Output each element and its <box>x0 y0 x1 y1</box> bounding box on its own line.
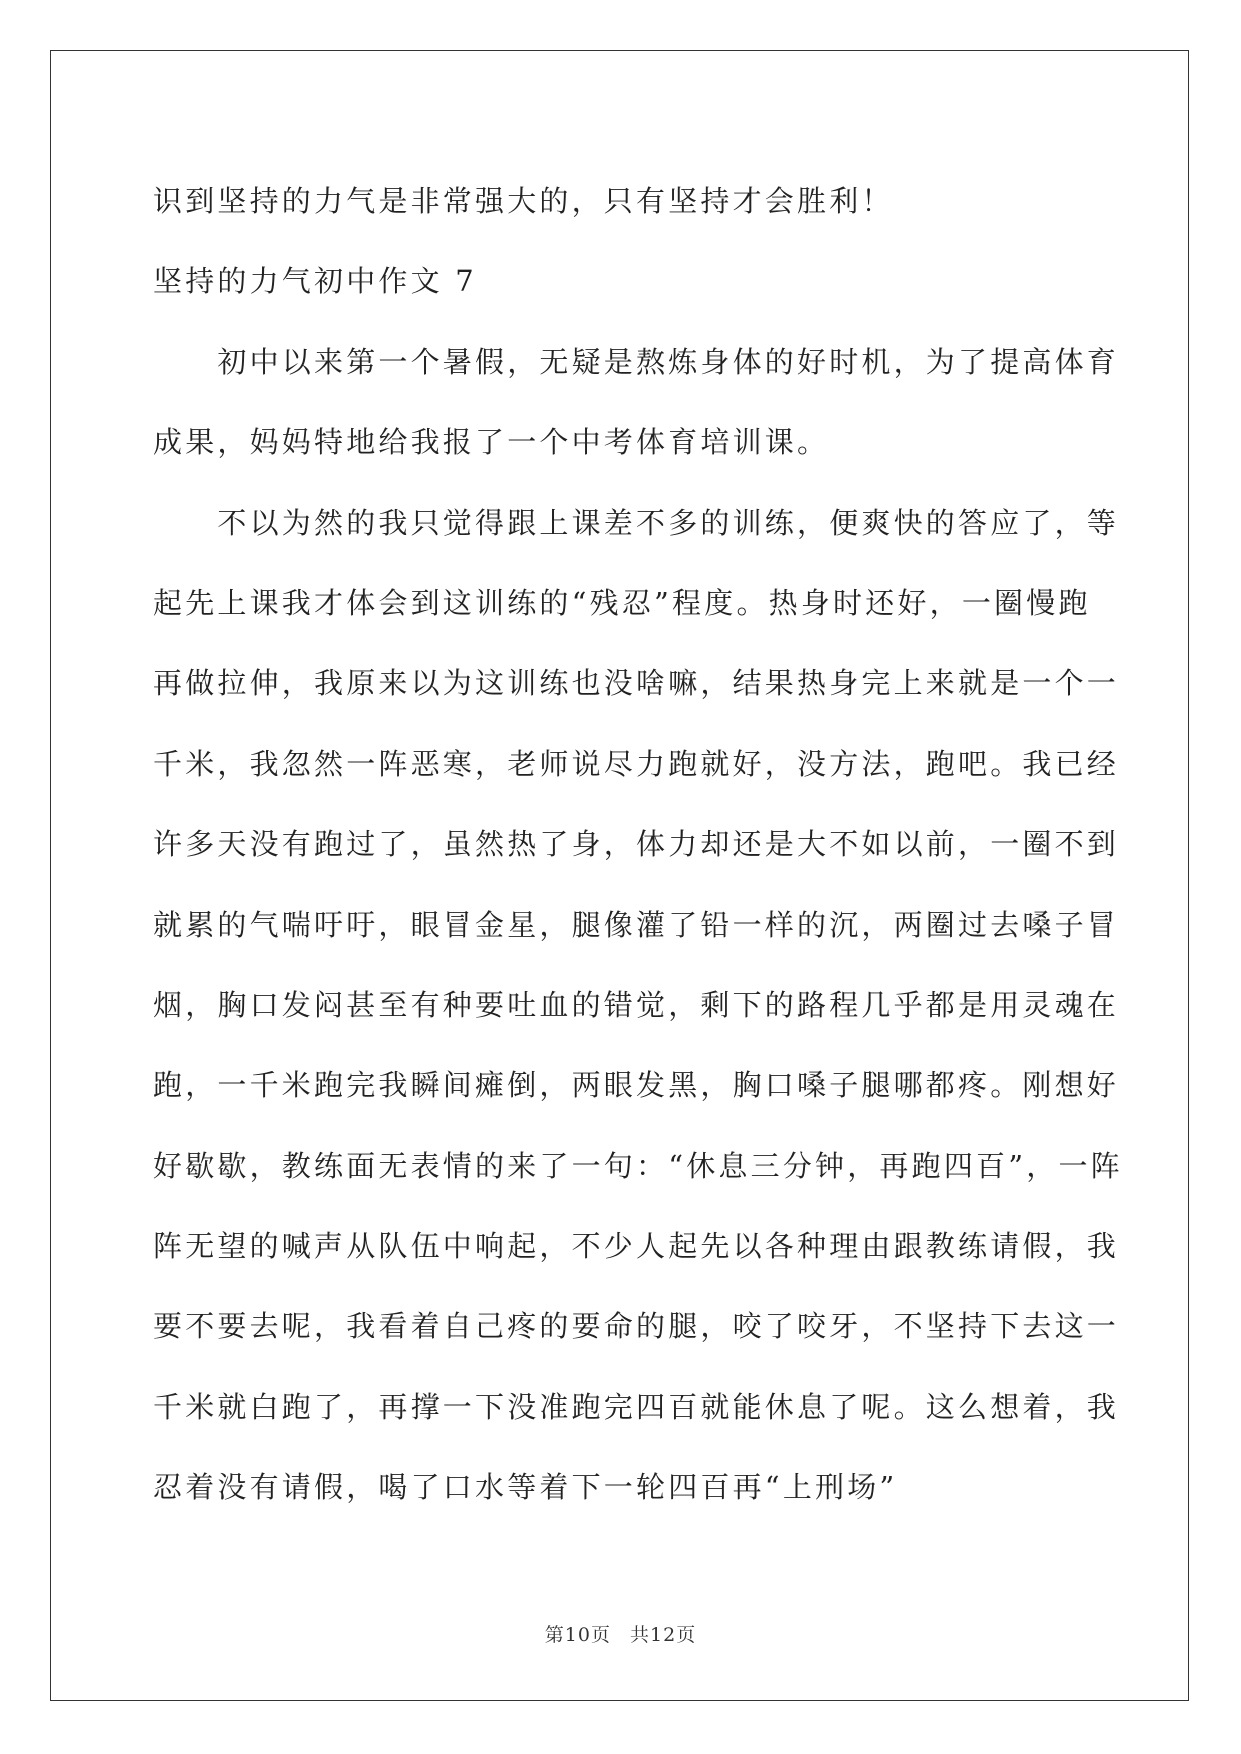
text-line: 跑，一千米跑完我瞬间瘫倒，两眼发黑，胸口嗓子腿哪都疼。刚想好 <box>153 1068 1120 1103</box>
text-line: 千米，我忽然一阵恶寒，老师说尽力跑就好，没方法，跑吧。我已经 <box>153 746 1120 781</box>
text-line: 阵无望的喊声从队伍中响起，不少人起先以各种理由跟教练请假，我 <box>153 1229 1120 1264</box>
text-line: 成果，妈妈特地给我报了一个中考体育培训课。 <box>153 425 830 460</box>
text-line: 再做拉伸，我原来以为这训练也没啥嘛，结果热身完上来就是一个一 <box>153 666 1120 701</box>
text-line: 忍着没有请假，喝了口水等着下一轮四百再“上刑场” <box>153 1470 898 1505</box>
page-number: 第10页 <box>544 1624 611 1646</box>
text-line: 识到坚持的力气是非常强大的，只有坚持才会胜利！ <box>153 184 894 218</box>
page-total: 共12页 <box>630 1624 697 1646</box>
page-footer <box>0 1620 1241 1647</box>
text-line: 起先上课我才体会到这训练的“残忍”程度。热身时还好，一圈慢跑 <box>153 585 1091 620</box>
text-line: 许多天没有跑过了，虽然热了身，体力却还是大不如以前，一圈不到 <box>153 827 1120 862</box>
text-line: 要不要去呢，我看着自己疼的要命的腿，咬了咬牙，不坚持下去这一 <box>153 1309 1120 1344</box>
text-line: 好歇歇，教练面无表情的来了一句：“休息三分钟，再跑四百”，一阵 <box>153 1148 1123 1183</box>
text-line: 千米就白跑了，再撑一下没准跑完四百就能休息了呢。这么想着，我 <box>153 1389 1120 1424</box>
text-line: 就累的气喘吁吁，眼冒金星，腿像灌了铅一样的沉，两圈过去嗓子冒 <box>153 907 1120 942</box>
text-line: 初中以来第一个暑假，无疑是熬炼身体的好时机，为了提高体育 <box>153 344 1120 379</box>
text-line: 不以为然的我只觉得跟上课差不多的训练，便爽快的答应了，等 <box>153 505 1120 540</box>
section-heading: 坚持的力气初中作文 7 <box>153 264 477 299</box>
text-line: 烟，胸口发闷甚至有种要吐血的错觉，剩下的路程几乎都是用灵魂在 <box>153 987 1120 1022</box>
document-body <box>153 161 1123 1528</box>
